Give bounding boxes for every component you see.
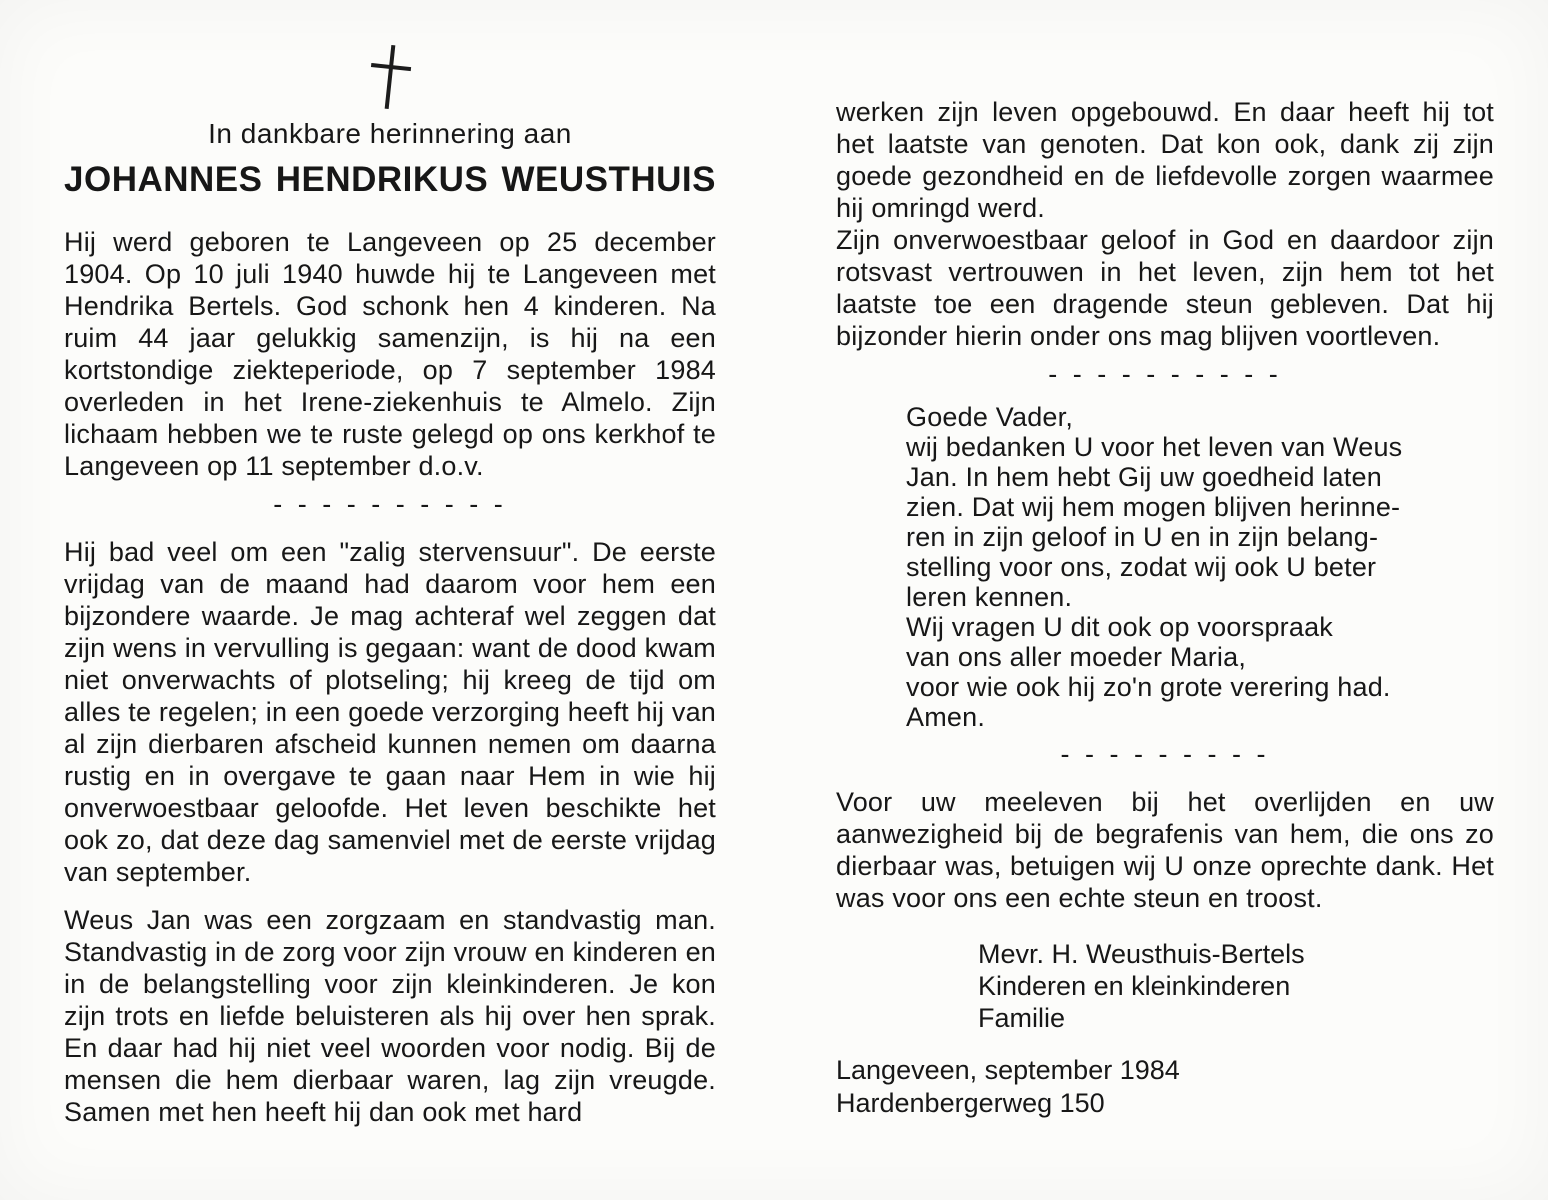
- divider-right-1: - - - - - - - - - -: [1048, 359, 1282, 389]
- prayer-line: Wij vragen U dit ook op voorspraak: [906, 612, 1333, 642]
- prayer-line: ren in zijn geloof in U en in zijn belang-: [906, 522, 1379, 552]
- prayer-line: Goede Vader,: [906, 402, 1074, 432]
- biography-paragraph: Hij werd geboren te Langeveen op 25 december 1904. Op 10 juli 1940 huwde hij te Langeveen met Hendrika Bertels. God schonk hen 4 kinderen. Na ruim 44 jaar gelukkig samenzijn, is hij na een kortstondige ziekteperiode, op 7 september 1984 overleden in het Irene-ziekenhuis te Almelo. Zijn lichaam hebben we te ruste gelegd op ons kerkhof te Langeveen op 11 september d.o.v.: [64, 227, 716, 481]
- deceased-name-middle: HENDRIKUS: [275, 160, 489, 199]
- cross-wrap: [64, 44, 716, 114]
- thanks-paragraph: Voor uw meeleven bij het overlijden en uw aanwezigheid bij de begrafenis van hem, die ons zo dierbaar was, betuigen wij U onze oprechte dank. Het was voor ons een echte steun en troost.: [836, 787, 1494, 913]
- footer-block: [836, 1054, 1494, 1120]
- deceased-name: [64, 160, 716, 200]
- signature-line: Mevr. H. Weusthuis-Bertels: [978, 939, 1305, 969]
- cross-icon: [367, 44, 413, 110]
- faith-paragraph: Zijn onverwoestbaar geloof in God en daardoor zijn rotsvast vertrouwen in het leven, zijn hem tot het laatste toe een dragende steun gebleven. Dat hij bijzonder hierin onder ons mag blijven voortleven.: [836, 225, 1494, 351]
- prayer-line: voor wie ook hij zo'n grote verering had.: [906, 672, 1391, 702]
- intro-line: In dankbare herinnering aan: [208, 118, 572, 149]
- place-date: Langeveen, september 1984: [836, 1055, 1180, 1085]
- character-paragraph: Weus Jan was een zorgzaam en standvastig man. Standvastig in de zorg voor zijn vrouw en kinderen en in de belangstelling voor zijn kleinkinderen. Je kon zijn trots en liefde beluisteren als hij over hen sprak. En daar had hij niet veel woorden voor nodig. Bij de mensen die hem dierbaar waren, lag zijn vreugde. Samen met hen heeft hij dan ook met hard: [64, 905, 716, 1127]
- divider-left: - - - - - - - - - -: [273, 489, 507, 519]
- left-column: [64, 0, 716, 1128]
- prayer-line: leren kennen.: [906, 582, 1073, 612]
- prayer: [836, 402, 1494, 732]
- prayer-line: stelling voor ons, zodat wij ook U beter: [906, 552, 1377, 582]
- divider-right-2: - - - - - - - - -: [1060, 739, 1270, 769]
- prayer-line: Jan. In hem hebt Gij uw goedheid laten: [906, 462, 1382, 492]
- deceased-name-first: JOHANNES: [64, 160, 263, 199]
- right-column: [836, 0, 1494, 1120]
- prayer-line: wij bedanken U voor het leven van Weus: [906, 432, 1403, 462]
- signature-block: [836, 938, 1494, 1034]
- address: Hardenbergerweg 150: [836, 1088, 1105, 1118]
- prayer-line: zien. Dat wij hem mogen blijven herinne-: [906, 492, 1401, 522]
- prayer-line: Amen.: [906, 702, 986, 732]
- signature-line: Kinderen en kleinkinderen: [978, 971, 1291, 1001]
- prayer-line: van ons aller moeder Maria,: [906, 642, 1247, 672]
- deceased-name-last: WEUSTHUIS: [501, 160, 716, 199]
- continuation-paragraph: werken zijn leven opgebouwd. En daar heeft hij tot het laatste van genoten. Dat kon ook, dank zij zijn goede gezondheid en de liefdevolle zorgen waarmee hij omringd werd.: [836, 97, 1494, 223]
- devotion-paragraph: Hij bad veel om een "zalig stervensuur". De eerste vrijdag van de maand had daarom voor hem een bijzondere waarde. Je mag achteraf wel zeggen dat zijn wens in vervulling is gegaan: want de dood kwam niet onverwachts of plotseling; hij kreeg de tijd om alles te regelen; in een goede verzorging heeft hij van al zijn dierbaren afscheid kunnen nemen om daarna rustig en in overgave te gaan naar Hem in wie hij onverwoestbaar geloofde. Het leven beschikte het ook zo, dat deze dag samenviel met de eerste vrijdag van september.: [64, 537, 716, 887]
- signature-line: Familie: [978, 1003, 1066, 1033]
